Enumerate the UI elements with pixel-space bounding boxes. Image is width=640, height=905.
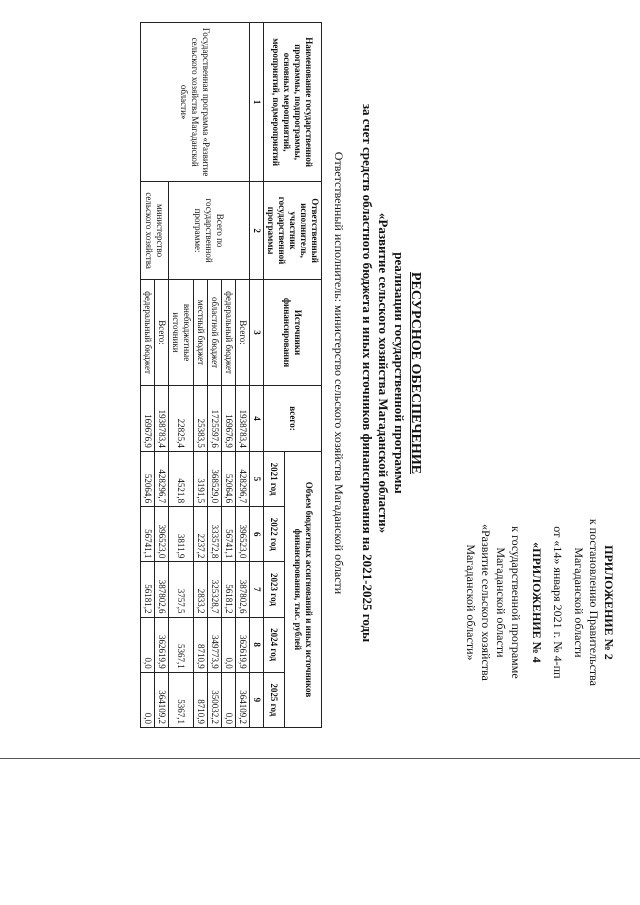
- value-cell: 169676,9: [141, 386, 155, 452]
- source-cell: областной бюджет: [208, 279, 222, 385]
- value-cell: 325328,7: [208, 562, 222, 617]
- value-cell: 3811,9: [169, 507, 194, 562]
- value-cell: 1938783,4: [155, 386, 169, 452]
- title-main: РЕСУРСНОЕ ОБЕСПЕЧЕНИЕ: [408, 271, 423, 475]
- value-cell: 362619,9: [155, 617, 169, 672]
- appendix-date: от «14» января 2021 г. № 4-пп: [551, 526, 565, 679]
- value-cell: 396523,0: [236, 507, 250, 562]
- value-cell: 333572,8: [208, 507, 222, 562]
- appendix-line: Магаданской области»: [464, 544, 478, 661]
- value-cell: 1725597,6: [208, 386, 222, 452]
- appendix-subtitle: «ПРИЛОЖЕНИЕ № 4: [530, 542, 544, 663]
- executor-cell: министерство сельского хозяйства: [141, 182, 169, 280]
- column-number: 9: [250, 672, 264, 727]
- appendix-line: Магаданской области: [572, 547, 586, 658]
- col-header-name: Наименование государственной программы, подпрограммы, основных мероприятий, мероприятий, подмероприятий: [264, 23, 322, 182]
- value-cell: 349773,9: [208, 617, 222, 672]
- column-number: 4: [250, 386, 264, 452]
- value-cell: 8710,9: [194, 617, 208, 672]
- value-cell: 396523,0: [155, 507, 169, 562]
- value-cell: 22825,4: [169, 386, 194, 452]
- value-cell: 364109,2: [155, 672, 169, 727]
- value-cell: 3191,5: [194, 451, 208, 506]
- column-number: 8: [250, 617, 264, 672]
- table-row: [236, 23, 250, 728]
- value-cell: 5367,1: [169, 617, 194, 672]
- value-cell: 368529,0: [208, 451, 222, 506]
- responsible-executor: Ответственный исполнитель: министерство сельского хозяйства Магаданской области: [332, 151, 346, 595]
- appendix-line: к постановлению Правительства: [587, 518, 601, 686]
- value-cell: 350032,2: [208, 672, 222, 727]
- column-number: 1: [250, 23, 264, 182]
- value-cell: 8710,9: [194, 672, 208, 727]
- source-cell: Всего:: [155, 279, 169, 385]
- value-cell: 428296,7: [155, 451, 169, 506]
- value-cell: 56181,2: [222, 562, 236, 617]
- appendix-title: ПРИЛОЖЕНИЕ № 2: [602, 545, 616, 660]
- value-cell: 3757,5: [169, 562, 194, 617]
- title-line: реализации государственной программы: [392, 252, 407, 494]
- value-cell: 25383,5: [194, 386, 208, 452]
- value-cell: 364109,2: [236, 672, 250, 727]
- value-cell: 56741,1: [141, 507, 155, 562]
- source-cell: федеральный бюджет: [141, 279, 155, 385]
- value-cell: 56741,1: [222, 507, 236, 562]
- column-number: 7: [250, 562, 264, 617]
- title-line: «Развитие сельского хозяйства Магаданской области»: [376, 212, 391, 534]
- title-line: за счет средств областного бюджета и иных источников финансирования на 2021-2025 годы: [360, 103, 375, 643]
- col-header-sources: Источники финансирования: [264, 279, 322, 385]
- value-cell: 52064,6: [141, 451, 155, 506]
- executor-cell: Всего по государственной программе:: [169, 182, 250, 280]
- source-cell: федеральный бюджет: [222, 279, 236, 385]
- col-header-2022: 2022 год: [264, 507, 285, 562]
- value-cell: 387802,6: [155, 562, 169, 617]
- value-cell: 2833,2: [194, 562, 208, 617]
- value-cell: 169676,9: [222, 386, 236, 452]
- column-numbers-row: [250, 23, 264, 728]
- header-row: [284, 23, 321, 728]
- source-cell: местный бюджет: [194, 279, 208, 385]
- value-cell: 0,0: [222, 672, 236, 727]
- document-title: [359, 8, 423, 738]
- column-number: 6: [250, 507, 264, 562]
- resource-table: [140, 22, 322, 728]
- value-cell: 0,0: [222, 617, 236, 672]
- document-sheet: [8, 8, 628, 738]
- value-cell: 2237,2: [194, 507, 208, 562]
- value-cell: 0,0: [141, 672, 155, 727]
- column-number: 5: [250, 451, 264, 506]
- value-cell: 387802,6: [236, 562, 250, 617]
- col-header-executor: Ответственный исполнитель, участник государственной программы: [264, 182, 322, 280]
- value-cell: 5367,1: [169, 672, 194, 727]
- value-cell: 0,0: [141, 617, 155, 672]
- column-number: 2: [250, 182, 264, 280]
- col-header-2023: 2023 год: [264, 562, 285, 617]
- page-divider-line: [0, 758, 640, 759]
- value-cell: 428296,7: [236, 451, 250, 506]
- col-header-2024: 2024 год: [264, 617, 285, 672]
- appendix-line: Магаданской области: [494, 547, 508, 658]
- value-cell: 52064,6: [222, 451, 236, 506]
- col-header-2021: 2021 год: [264, 451, 285, 506]
- value-cell: 362619,9: [236, 617, 250, 672]
- col-header-2025: 2025 год: [264, 672, 285, 727]
- value-cell: 56181,2: [141, 562, 155, 617]
- appendix-line: «Развитие сельского хозяйства: [479, 523, 493, 681]
- appendix-block: [463, 8, 616, 708]
- col-header-total: всего:: [264, 386, 322, 452]
- source-cell: Всего:: [236, 279, 250, 385]
- appendix-line: к государственной программе: [509, 526, 523, 679]
- source-cell: внебюджетные источники: [169, 279, 194, 385]
- value-cell: 4521,8: [169, 451, 194, 506]
- col-header-volume: Объем бюджетных ассигнований и иных источников финансирования, тыс. рублей: [284, 451, 321, 727]
- program-name-cell: Государственная программа «Развитие сельского хозяйства Магаданской области»: [141, 23, 250, 182]
- value-cell: 1938783,4: [236, 386, 250, 452]
- column-number: 3: [250, 279, 264, 385]
